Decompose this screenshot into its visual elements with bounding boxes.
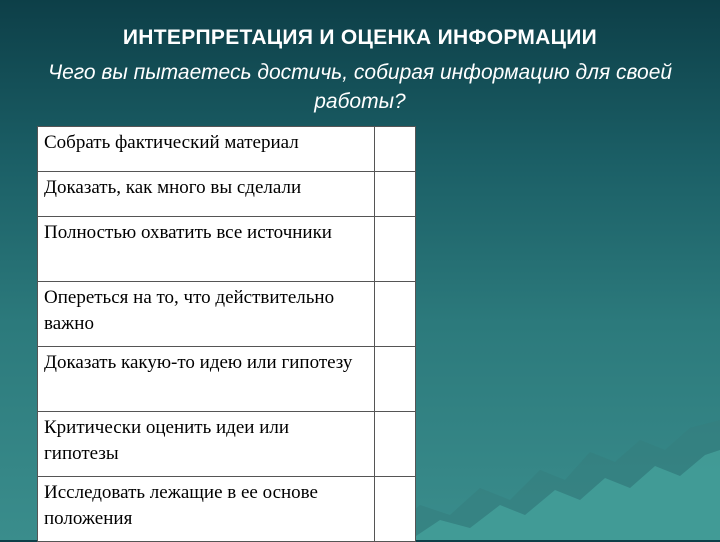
table-row	[38, 172, 416, 217]
row-checkbox-cell[interactable]	[375, 172, 416, 217]
table-row	[38, 217, 416, 282]
slide-subtitle: Чего вы пытаетесь достичь, собирая информацию для своей работы?	[47, 61, 673, 113]
row-label: Полностью охватить все источники	[38, 217, 375, 282]
row-label: Доказать какую-то идею или гипотезу	[38, 347, 375, 412]
row-checkbox-cell[interactable]	[375, 347, 416, 412]
row-checkbox-cell[interactable]	[375, 127, 416, 172]
row-label: Доказать, как много вы сделали	[38, 172, 375, 217]
row-checkbox-cell[interactable]	[375, 477, 416, 542]
row-label: Опереться на то, что действительно важно	[38, 282, 375, 347]
slide-title: ИНТЕРПРЕТАЦИЯ И ОЦЕНКА ИНФОРМАЦИИ	[122, 26, 598, 49]
table-row	[38, 282, 416, 347]
table-row	[38, 477, 416, 542]
row-label: Собрать фактический материал	[38, 127, 375, 172]
table-row	[38, 347, 416, 412]
row-checkbox-cell[interactable]	[375, 217, 416, 282]
survey-table	[37, 126, 416, 542]
table-row	[38, 127, 416, 172]
row-label: Критически оценить идеи или гипотезы	[38, 412, 375, 477]
row-checkbox-cell[interactable]	[375, 412, 416, 477]
row-checkbox-cell[interactable]	[375, 282, 416, 347]
row-label: Исследовать лежащие в ее основе положения	[38, 477, 375, 542]
table-row	[38, 412, 416, 477]
